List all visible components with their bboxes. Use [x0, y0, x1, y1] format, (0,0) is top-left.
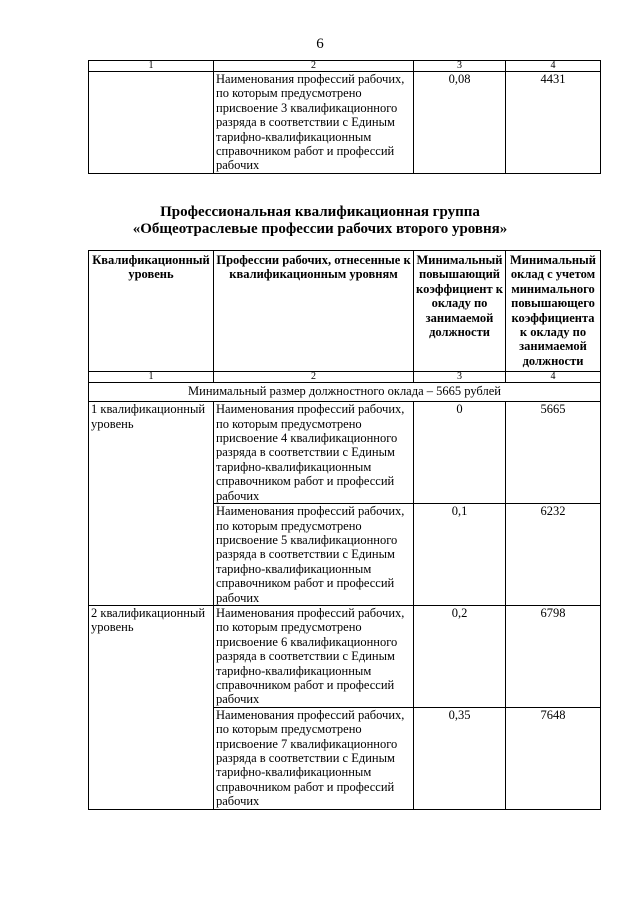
coefficient-cell: 0,35: [414, 707, 506, 809]
header-salary: Минимальный оклад с учетом минимального повышающего коэффициента к окладу по занимаемой должности: [506, 251, 601, 372]
coefficient-cell: 0,2: [414, 605, 506, 707]
level-cell: 2 квалификационный уровень: [89, 605, 214, 809]
profession-cell: Наименования профессий рабочих, по которым предусмотрено присвоение 6 квалификационного разряда в соответствии с Единым тарифно-квалификационным справочником работ и профессий рабочих: [214, 605, 414, 707]
salary-cell: 5665: [506, 402, 601, 504]
main-table: [88, 250, 601, 810]
header-professions: Профессии рабочих, отнесенные к квалификационным уровням: [214, 251, 414, 372]
coefficient-cell: 0: [414, 402, 506, 504]
column-number: 2: [214, 61, 414, 72]
header-level: Квалификационный уровень: [89, 251, 214, 372]
min-salary-text: Минимальный размер должностного оклада – 5665 рублей: [89, 383, 601, 402]
min-salary-row: [89, 383, 601, 402]
column-number-row: [89, 372, 601, 383]
header-row: [89, 251, 601, 372]
level-cell: 1 квалификационный уровень: [89, 402, 214, 606]
level-cell: [89, 72, 214, 174]
group-title-line1: Профессиональная квалификационная группа: [160, 204, 480, 220]
coefficient-cell: 0,08: [414, 72, 506, 174]
column-number: 1: [89, 61, 214, 72]
profession-cell: Наименования профессий рабочих, по которым предусмотрено присвоение 5 квалификационного разряда в соответствии с Единым тарифно-квалификационным справочником работ и профессий рабочих: [214, 504, 414, 606]
column-number: 4: [506, 61, 601, 72]
header-coefficient: Минимальный повышающий коэффициент к окладу по занимаемой должности: [414, 251, 506, 372]
group-title: [0, 204, 640, 238]
salary-cell: 4431: [506, 72, 601, 174]
table-row: [89, 402, 601, 504]
column-number: 4: [506, 372, 601, 383]
profession-cell: Наименования профессий рабочих, по которым предусмотрено присвоение 4 квалификационного разряда в соответствии с Единым тарифно-квалификационным справочником работ и профессий рабочих: [214, 402, 414, 504]
column-number: 1: [89, 372, 214, 383]
top-table: [88, 60, 601, 174]
profession-cell: Наименования профессий рабочих, по которым предусмотрено присвоение 3 квалификационного разряда в соответствии с Единым тарифно-квалификационным справочником работ и профессий рабочих: [214, 72, 414, 174]
profession-cell: Наименования профессий рабочих, по которым предусмотрено присвоение 7 квалификационного разряда в соответствии с Единым тарифно-квалификационным справочником работ и профессий рабочих: [214, 707, 414, 809]
column-number: 2: [214, 372, 414, 383]
salary-cell: 6232: [506, 504, 601, 606]
table-row: [89, 72, 601, 174]
table-row: [89, 605, 601, 707]
coefficient-cell: 0,1: [414, 504, 506, 606]
page-number: 6: [316, 36, 324, 52]
salary-cell: 7648: [506, 707, 601, 809]
column-number-row: [89, 61, 601, 72]
column-number: 3: [414, 372, 506, 383]
column-number: 3: [414, 61, 506, 72]
group-title-line2: «Общеотраслевые профессии рабочих второго уровня»: [132, 221, 508, 237]
salary-cell: 6798: [506, 605, 601, 707]
